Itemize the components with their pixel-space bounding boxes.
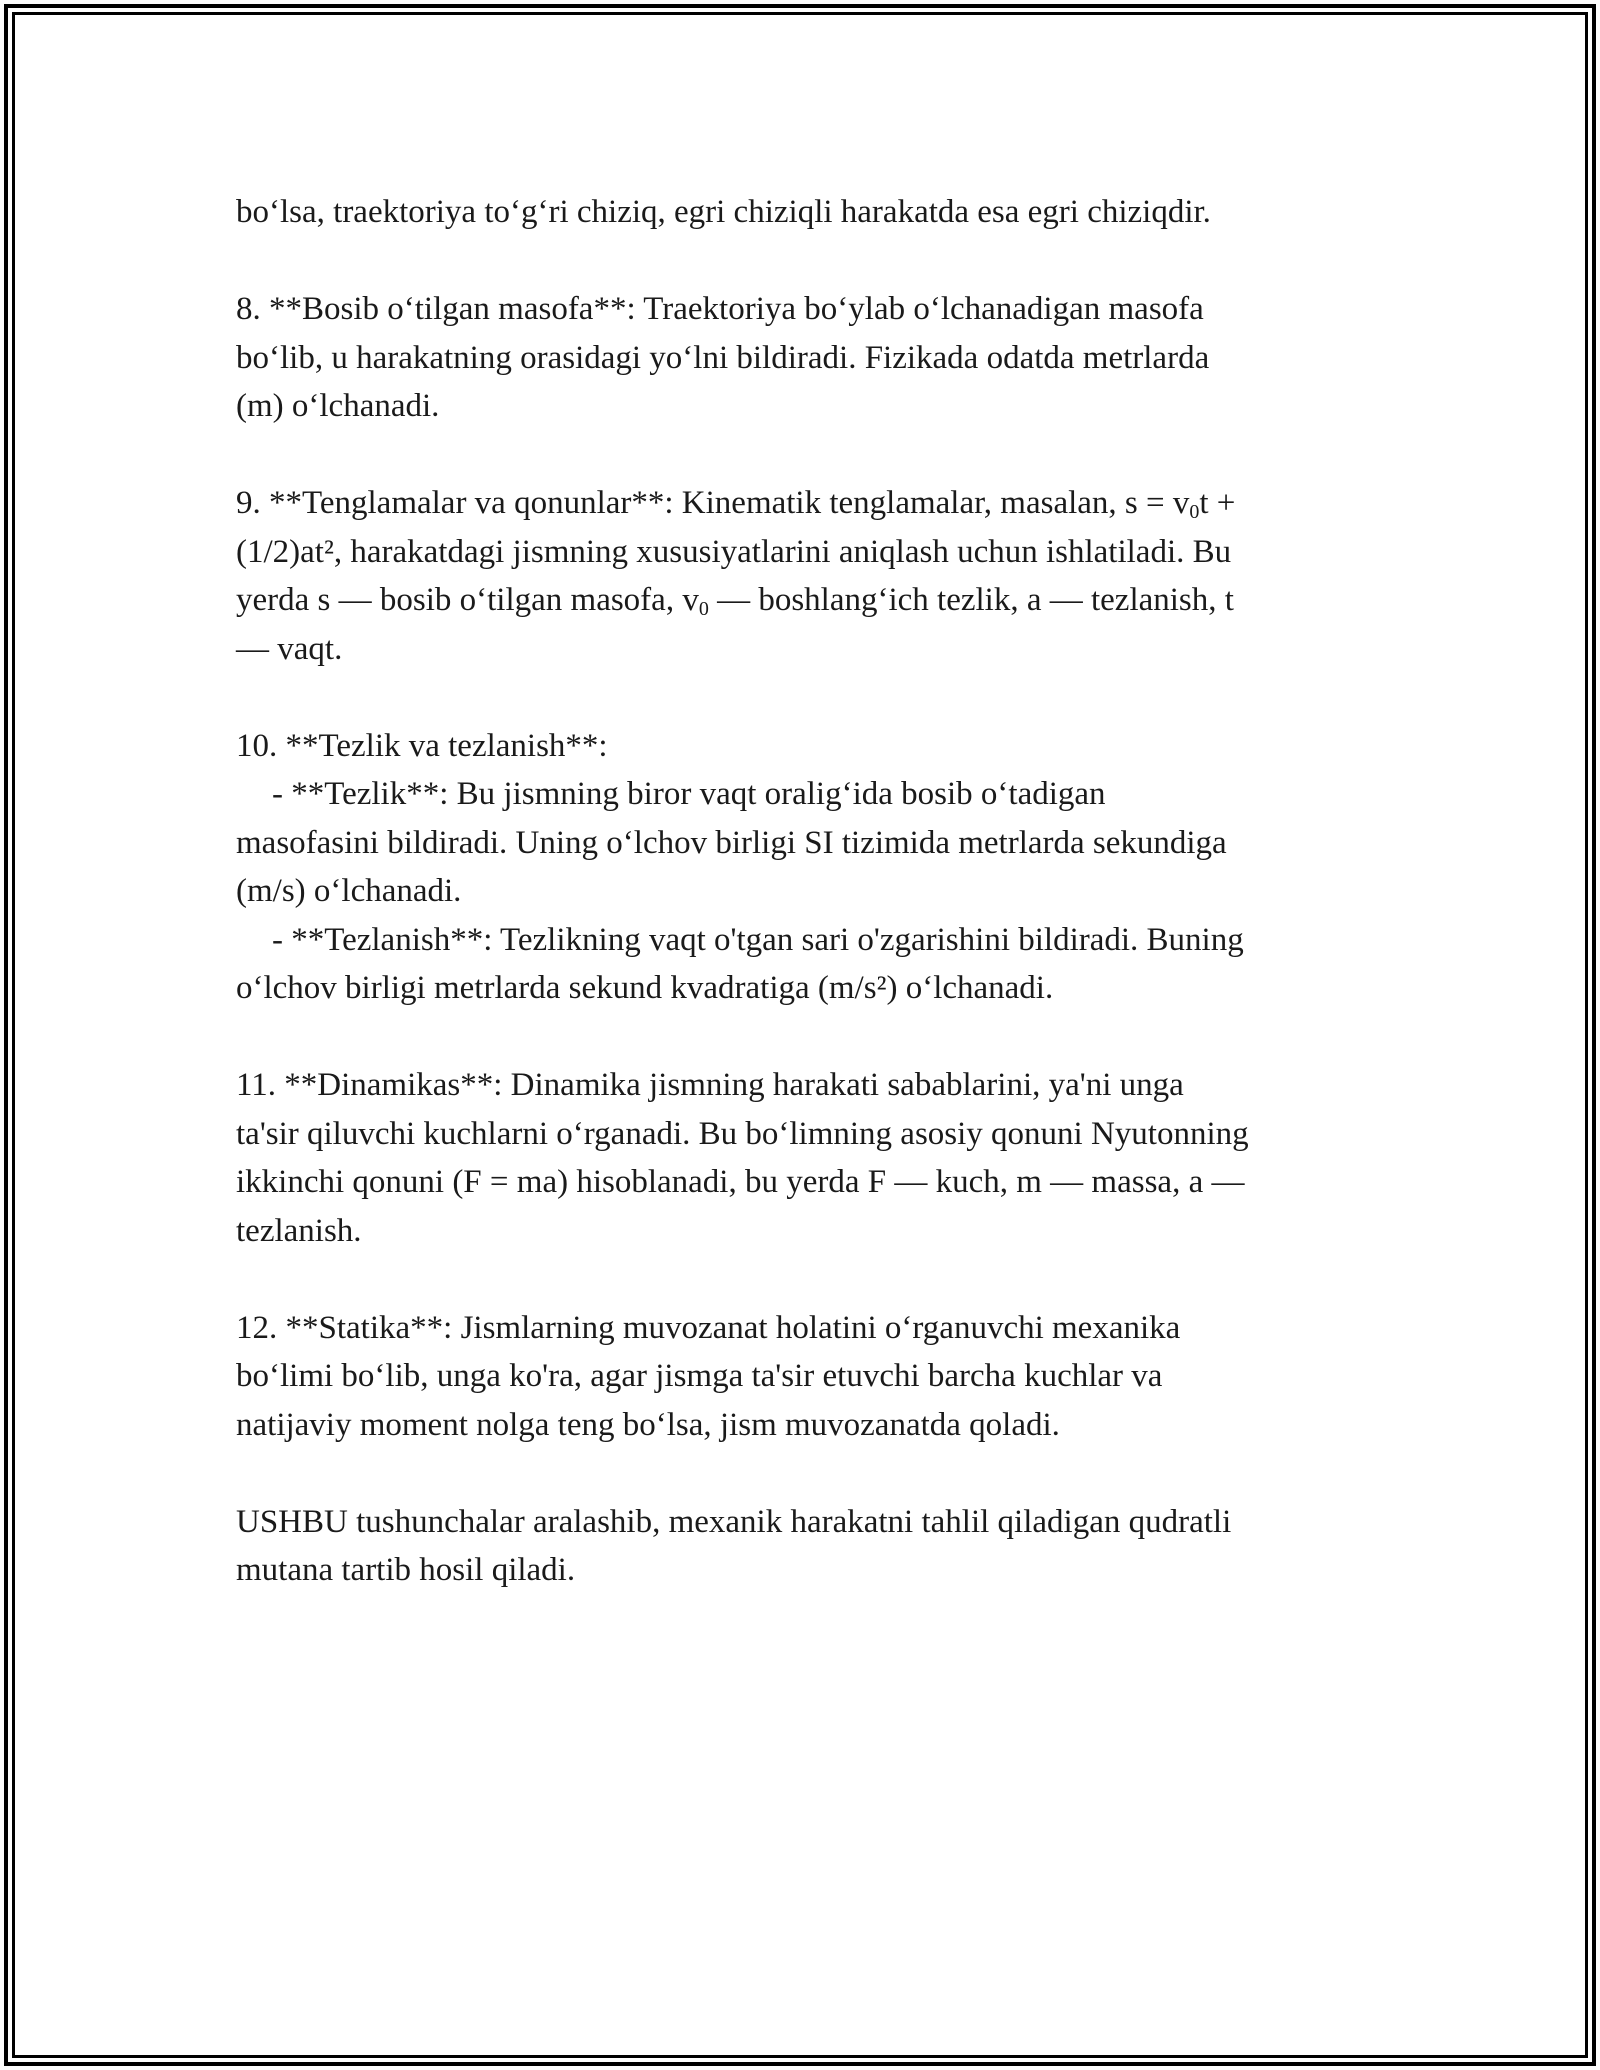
text-line: — boshlang‘ich tezlik, a — tezlanish, t — [708, 582, 1234, 618]
text-line: natijaviy moment nolga teng bo‘lsa, jism muvozanatda qoladi. — [236, 1406, 1060, 1443]
text-line: 12. **Statika**: Jismlarning muvozanat holatini o‘rganuvchi mexanika — [236, 1309, 1181, 1346]
text-line: - **Tezlanish**: Tezlikning vaqt o'tgan sari o'zgarishini bildiradi. Buning — [272, 921, 1244, 958]
text-line: 8. **Bosib o‘tilgan masofa**: Traektoriya bo‘ylab o‘lchanadigan masofa — [236, 291, 1204, 327]
text-line: 11. **Dinamikas**: Dinamika jismning harakati sabablarini, ya'ni unga — [236, 1067, 1184, 1103]
text-line: 9. **Tenglamalar va qonunlar**: Kinematik tenglamalar, masalan, s = v — [236, 485, 1190, 521]
text-line: — vaqt. — [236, 630, 343, 667]
sub-item-acceleration — [236, 916, 1366, 965]
paragraph-conclusion — [236, 1498, 1366, 1595]
text-line: t + — [1199, 485, 1236, 521]
text-line: mutana tartib hosil qiladi. — [236, 1552, 576, 1588]
text-line: o‘lchov birligi metrlarda sekund kvadratiga (m/s²) o‘lchanadi. — [236, 970, 1054, 1006]
text-line: 10. **Tezlik va tezlanish**: — [236, 727, 608, 764]
text-line: (m/s) o‘lchanadi. — [236, 873, 462, 909]
text-line: ikkinchi qonuni (F = ma) hisoblanadi, bu yerda F — kuch, m — massa, a — — [236, 1164, 1245, 1200]
paragraph-8-distance — [236, 285, 1366, 431]
text-line: USHBU tushunchalar aralashib, mexanik harakatni tahlil qiladigan qudratli — [236, 1503, 1232, 1540]
text-line: bo‘limi bo‘lib, unga ko'ra, agar jismga ta'sir etuvchi barcha kuchlar va — [236, 1358, 1163, 1394]
sub-item-velocity — [236, 770, 1366, 819]
subscript-zero: 0 — [1189, 501, 1200, 523]
paragraph-12-statics — [236, 1304, 1366, 1450]
text-line: (m) o‘lchanadi. — [236, 388, 440, 424]
paragraph-11-dynamics — [236, 1061, 1366, 1255]
text-line: ta'sir qiluvchi kuchlarni o‘rganadi. Bu bo‘limning asosiy qonuni Nyutonning — [236, 1115, 1249, 1152]
text-line: yerda s — bosib o‘tilgan masofa, v — [236, 582, 699, 618]
text-line: bo‘lsa, traektoriya to‘g‘ri chiziq, egri chiziqli harakatda esa egri chiziqdir. — [236, 194, 1211, 230]
text-line: masofasini bildiradi. Uning o‘lchov birligi SI tizimida metrlarda sekundiga — [236, 824, 1227, 861]
text-line: - **Tezlik**: Bu jismning biror vaqt oralig‘ida bosib o‘tadigan — [272, 776, 1106, 812]
document-body — [236, 188, 1366, 1643]
subscript-zero: 0 — [698, 598, 709, 620]
paragraph-9-equations — [236, 479, 1366, 673]
text-line: bo‘lib, u harakatning orasidagi yo‘lni bildiradi. Fizikada odatda metrlarda — [236, 339, 1210, 376]
paragraph-intro — [236, 188, 1366, 237]
text-line: (1/2)at², harakatdagi jismning xususiyatlarini aniqlash uchun ishlatiladi. Bu — [236, 533, 1232, 570]
text-line: tezlanish. — [236, 1212, 362, 1249]
paragraph-10-velocity-acceleration — [236, 722, 1366, 1013]
